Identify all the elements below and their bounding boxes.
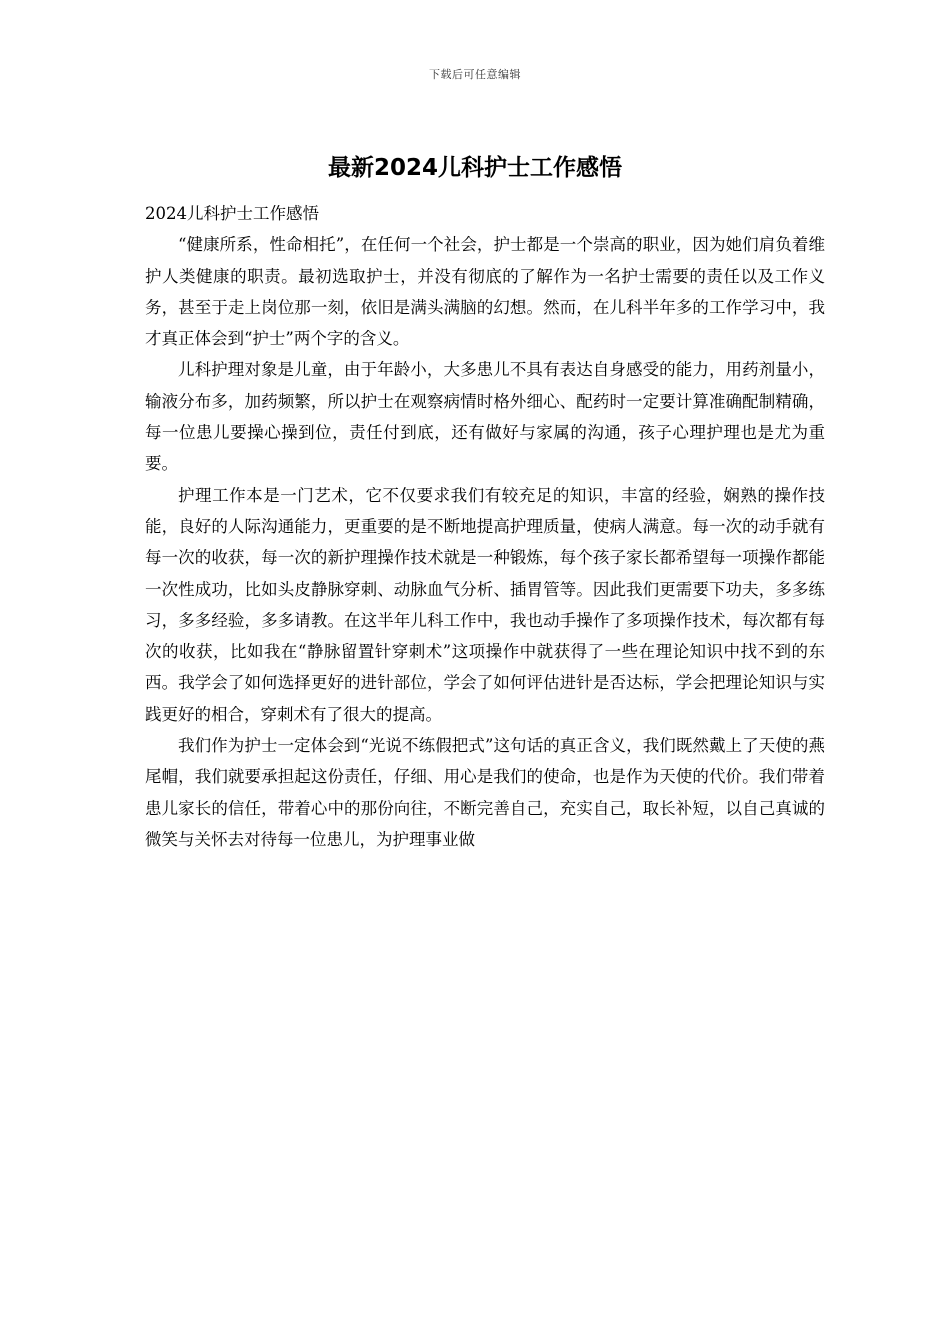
document-subtitle: 2024儿科护士工作感悟 xyxy=(145,204,319,223)
document-title: 最新2024儿科护士工作感悟 xyxy=(327,155,622,181)
paragraph: “健康所系，性命相托”，在任何一个社会，护士都是一个崇高的职业，因为她们肩负着维护人类健康的职责。最初选取护士，并没有彻底的了解作为一名护士需要的责任以及工作义务，甚至于走上岗位那一刻，依旧是满头满脑的幻想。然而，在儿科半年多的工作学习中，我才真正体会到“护士”两个字的含义。 xyxy=(145,235,825,349)
paragraph: 儿科护理对象是儿童，由于年龄小，大多患儿不具有表达自身感受的能力，用药剂量小，输液分布多，加药频繁，所以护士在观察病情时格外细心、配药时一定要计算准确配制精确，每一位患儿要操心操到位，责任付到底，还有做好与家属的沟通，孩子心理护理也是尤为重要。 xyxy=(145,360,825,474)
document-body xyxy=(145,198,825,855)
paragraph: 我们作为护士一定体会到“光说不练假把式”这句话的真正含义，我们既然戴上了天使的燕尾帽，我们就要承担起这份责任，仔细、用心是我们的使命，也是作为天使的代价。我们带着患儿家长的信任，带着心中的那份向往，不断完善自己，充实自己，取长补短，以自己真诚的微笑与关怀去对待每一位患儿，为护理事业做 xyxy=(145,736,825,849)
paragraph: 护理工作本是一门艺术，它不仅要求我们有较充足的知识，丰富的经验，娴熟的操作技能，良好的人际沟通能力，更重要的是不断地提高护理质量，使病人满意。每一次的动手就有每一次的收获，每一次的新护理操作技术就是一种锻炼，每个孩子家长都希望每一项操作都能一次性成功，比如头皮静脉穿刺、动脉血气分析、插胃管等。因此我们更需要下功夫，多多练习，多多经验，多多请教。在这半年儿科工作中，我也动手操作了多项操作技术，每次都有每次的收获，比如我在“静脉留置针穿刺术”这项操作中就获得了一些在理论知识中找不到的东西。我学会了如何选择更好的进针部位，学会了如何评估进针是否达标，学会把理论知识与实践更好的相合，穿刺术有了很大的提高。 xyxy=(145,485,825,724)
header-note: 下载后可任意编辑 xyxy=(429,68,521,81)
